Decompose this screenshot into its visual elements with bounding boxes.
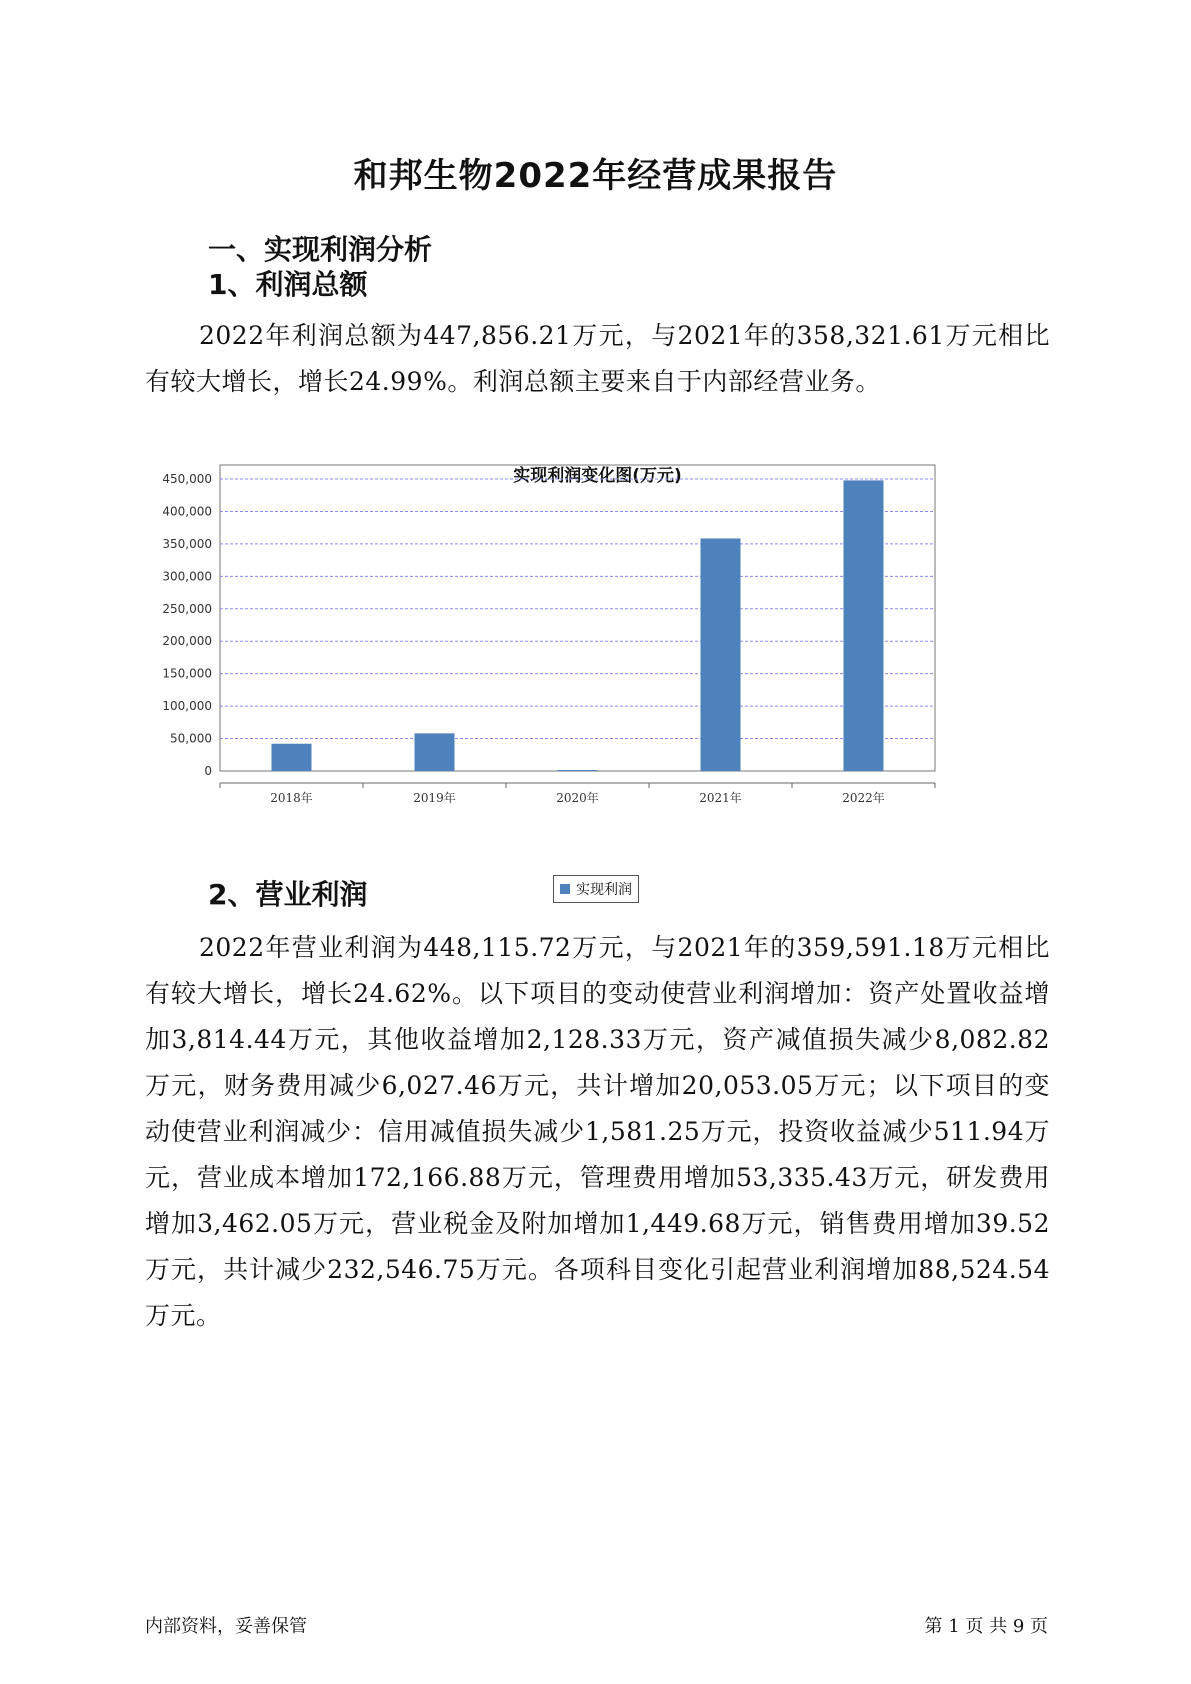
y-tick-label: 0 — [204, 764, 212, 778]
subsection-heading-profit-total: 1、利润总额 — [208, 268, 368, 301]
y-tick-label: 200,000 — [162, 634, 212, 649]
x-tick-label: 2022年 — [842, 791, 885, 805]
chart-legend — [553, 875, 639, 903]
y-tick-label: 100,000 — [162, 699, 212, 714]
plot-frame — [220, 465, 935, 771]
chart-svg — [145, 455, 1050, 870]
profit-chart — [145, 455, 1050, 915]
paragraph-operating-profit: 2022年营业利润为448,115.72万元，与2021年的359,591.18万元相比有较大增长，增长24.62%。以下项目的变动使营业利润增加：资产处置收益增加3,814.44万元，其他收益增加2,128.33万元，资产减值损失减少8,082.82万元，财务费用减少6,027.46万元，共计增加20,053.05万元；以下项目的变动使营业利润减少：信用减值损失减少1,581.25万元，投资收益减少511.94万元，营业成本增加172,166.88万元，管理费用增加53,335.43万元，研发费用增加3,462.05万元，营业税金及附加增加1,449.68万元，销售费用增加39.52万元，共计减少232,546.75万元。各项科目变化引起营业利润增加88,524.54万元。 — [145, 933, 1050, 1330]
paragraph-profit-total: 2022年利润总额为447,856.21万元，与2021年的358,321.61万元相比有较大增长，增长24.99%。利润总额主要来自于内部经营业务。 — [145, 321, 1050, 396]
bar — [844, 480, 884, 771]
y-tick-label: 250,000 — [162, 601, 212, 616]
x-tick-label: 2018年 — [270, 791, 313, 805]
bar — [701, 538, 741, 771]
bar — [558, 770, 598, 771]
legend-swatch — [560, 884, 570, 894]
y-tick-label: 50,000 — [170, 731, 212, 746]
footer-page-number: 第 1 页 共 9 页 — [924, 1616, 1048, 1637]
y-tick-label: 150,000 — [162, 666, 212, 681]
subsection-heading-operating-profit: 2、营业利润 — [208, 878, 368, 911]
x-tick-label: 2019年 — [413, 791, 456, 805]
section-heading: 一、实现利润分析 — [208, 233, 433, 266]
x-tick-label: 2021年 — [699, 791, 742, 805]
x-tick-label: 2020年 — [556, 791, 599, 805]
bar — [272, 744, 312, 771]
y-tick-label: 300,000 — [162, 569, 212, 584]
y-tick-label: 400,000 — [162, 504, 212, 519]
footer-confidential-note: 内部资料，妥善保管 — [145, 1616, 307, 1637]
chart-title: 实现利润变化图(万元) — [513, 466, 682, 486]
bar — [415, 733, 455, 771]
y-tick-label: 450,000 — [162, 472, 212, 486]
legend-label: 实现利润 — [576, 882, 632, 898]
y-tick-label: 350,000 — [162, 536, 212, 551]
page-title: 和邦生物2022年经营成果报告 — [353, 156, 838, 196]
